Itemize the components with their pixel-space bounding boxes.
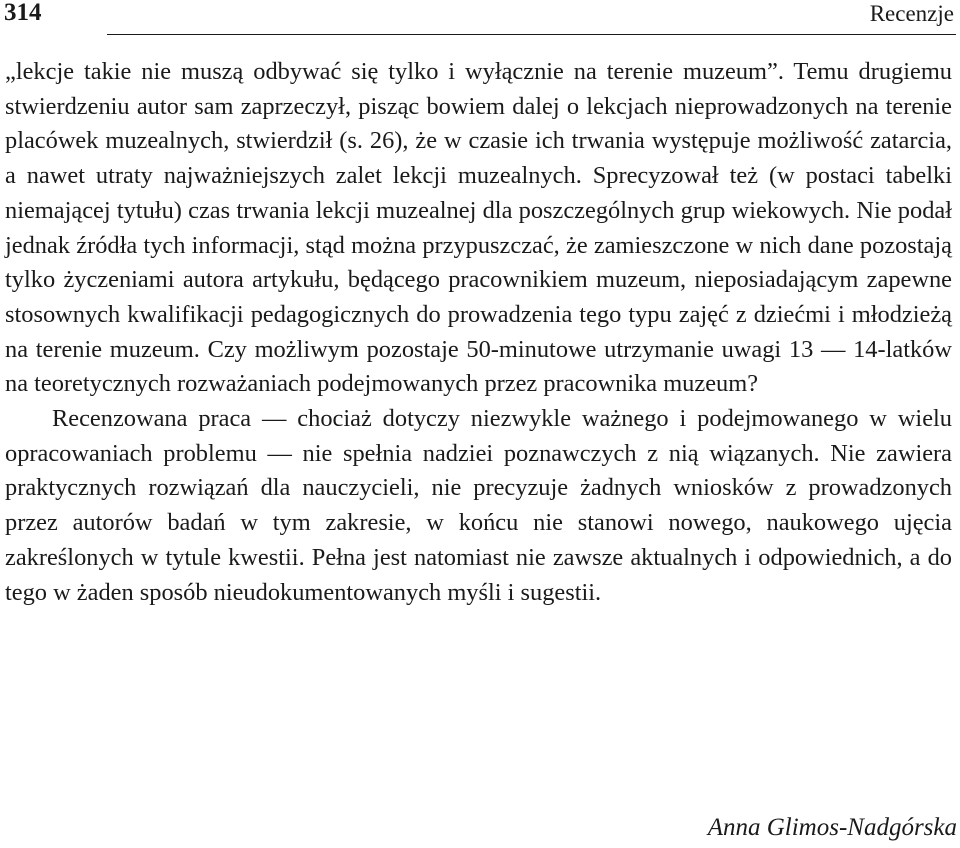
review-body <box>5 55 952 610</box>
page-number: 314 <box>4 0 42 26</box>
paragraph-conclusion: Recenzowana praca — chociaż dotyczy niezwykle ważnego i podejmowanego w wielu opracowaniach problemu — nie spełnia nadziei poznawczych z nią wiązanych. Nie zawiera praktycznych rozwiązań dla nauczycieli, nie precyzuje żadnych wniosków z prowadzonych przez autorów badań w tym zakresie, w końcu nie stanowi nowego, naukowego ujęcia zakreślonych w tytule kwestii. Pełna jest natomiast nie zawsze aktualnych i odpowiednich, a do tego w żaden sposób nieudokumentowanych myśli i sugestii. <box>5 405 952 606</box>
running-head: Recenzje <box>869 1 954 26</box>
paragraph-continuation: „lekcje takie nie muszą odbywać się tylko i wyłącznie na terenie muzeum”. Temu drugiemu stwierdzeniu autor sam zaprzeczył, pisząc bowiem dalej o lekcjach nieprowadzonych na terenie placówek muzealnych, stwierdził (s. 26), że w czasie ich trwania występuje możliwość zatarcia, a nawet utraty najważniejszych zalet lekcji muzealnych. Sprecyzował też (w postaci tabelki niemającej tytułu) czas trwania lekcji muzealnej dla poszczególnych grup wiekowych. Nie podał jednak źródła tych informacji, stąd można przypuszczać, że zamieszczone w nich dane pozostają tylko życzeniami autora artykułu, będącego pracownikiem muzeum, nieposiadającym zapewne stosownych kwalifikacji pedagogicznych do prowadzenia tego typu zajęć z dziećmi i młodzieżą na terenie muzeum. Czy możliwym pozostaje 50-minutowe utrzymanie uwagi 13 — 14-latków na teoretycznych rozważaniach podejmowanych przez pracownika muzeum? <box>5 58 952 398</box>
page-header <box>4 0 956 40</box>
header-rule <box>107 34 956 35</box>
author-signature: Anna Glimos-Nadgórska <box>707 814 957 841</box>
